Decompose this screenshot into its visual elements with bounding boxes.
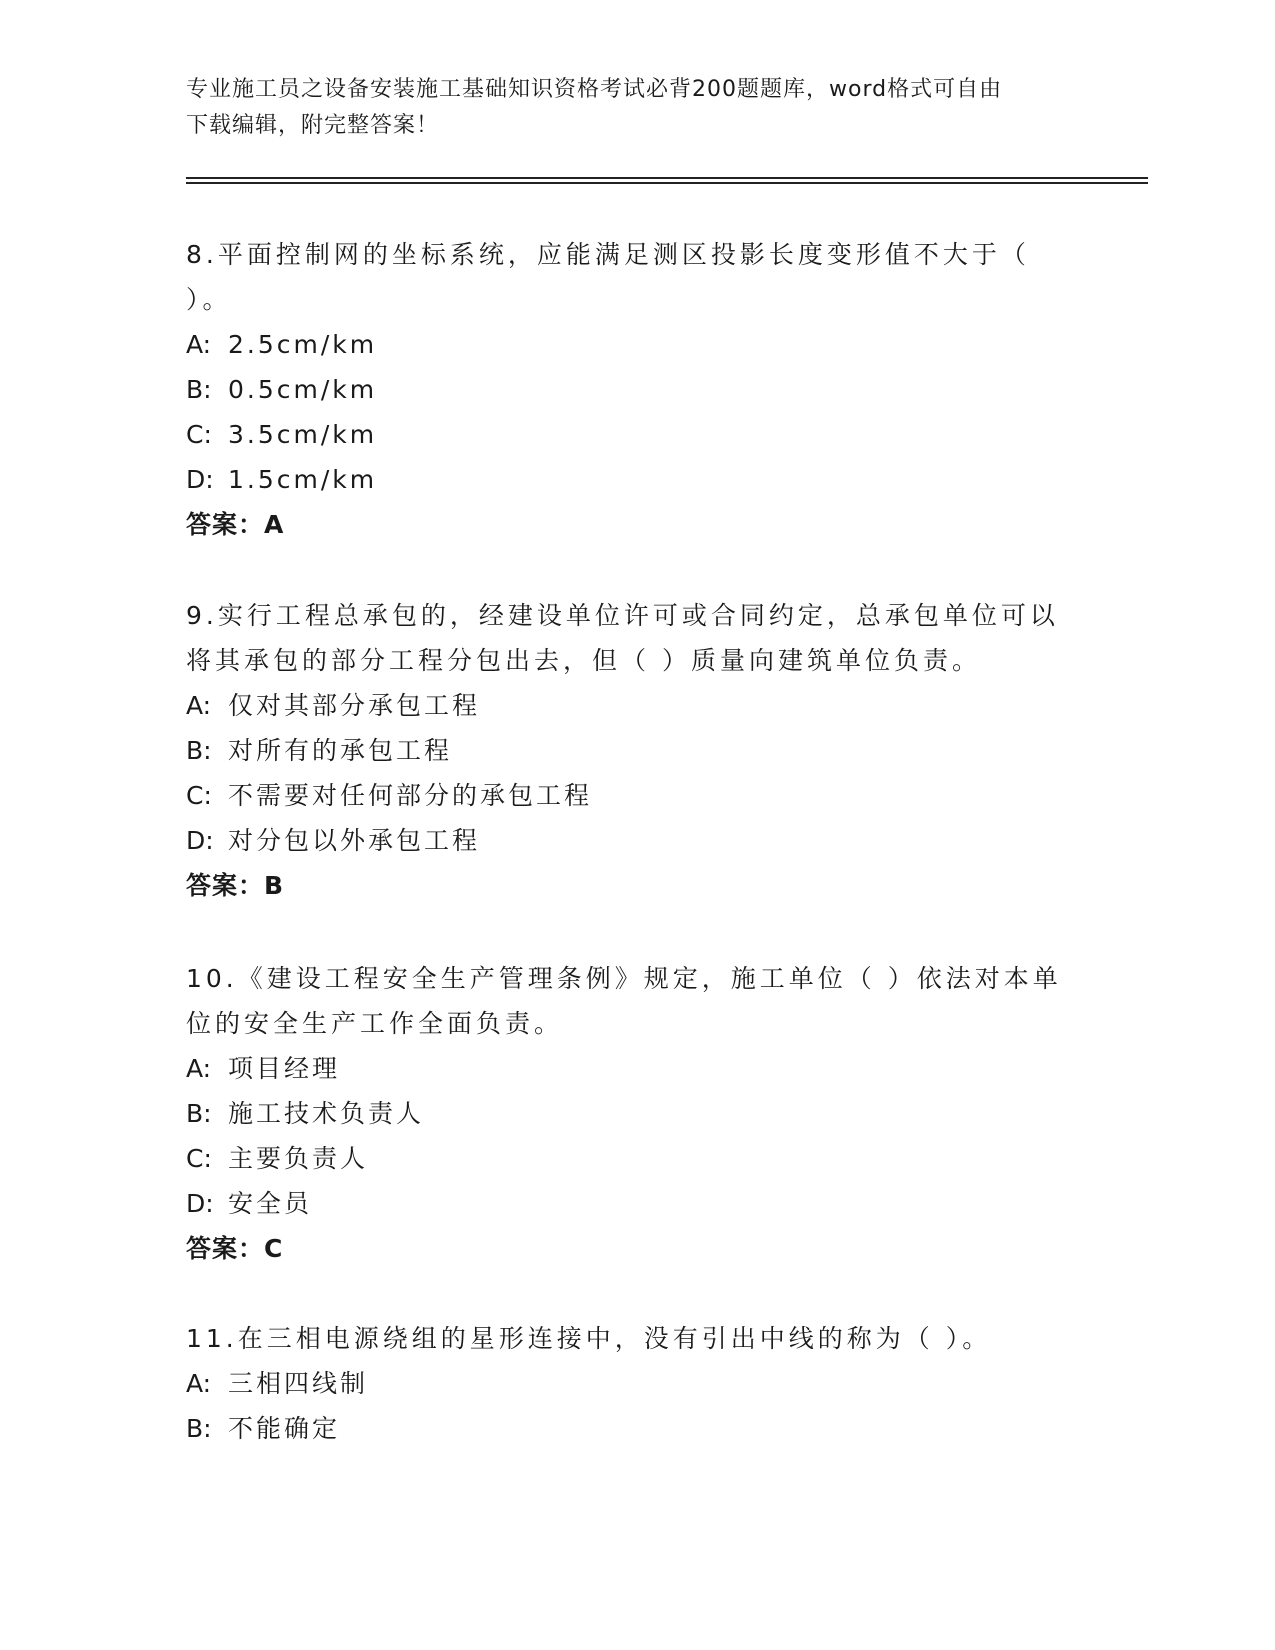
- question-text: 9.实行工程总承包的，经建设单位许可或合同约定，总承包单位可以将其承包的部分工程分包出去，但（ ）质量向建筑单位负责。: [186, 601, 1059, 675]
- option-a: [186, 683, 1076, 728]
- option-label: 3.5cm/km: [228, 420, 378, 449]
- option-label: 安全员: [228, 1189, 313, 1218]
- question-9: [186, 593, 1076, 908]
- option-a: [186, 1046, 1076, 1091]
- option-key: D:: [186, 826, 214, 855]
- option-key: B:: [186, 736, 212, 765]
- option-label: 不能确定: [228, 1414, 341, 1443]
- option-key: A:: [186, 330, 212, 359]
- question-text: 11.在三相电源绕组的星形连接中，没有引出中线的称为（ ）。: [186, 1324, 992, 1353]
- option-label: 2.5cm/km: [228, 330, 378, 359]
- header-line-2: 下载编辑，附完整答案！: [186, 113, 440, 138]
- option-label: 0.5cm/km: [228, 375, 378, 404]
- option-label: 主要负责人: [228, 1144, 369, 1173]
- question-text: 8.平面控制网的坐标系统，应能满足测区投影长度变形值不大于（ ）。: [186, 240, 1030, 314]
- option-c: [186, 1136, 1076, 1181]
- option-d: [186, 457, 1076, 502]
- option-label: 仅对其部分承包工程: [228, 691, 481, 720]
- option-key: C:: [186, 1144, 212, 1173]
- option-label: 三相四线制: [228, 1369, 369, 1398]
- option-key: B:: [186, 1414, 212, 1443]
- option-d: [186, 1181, 1076, 1226]
- option-label: 项目经理: [228, 1054, 341, 1083]
- option-b: [186, 367, 1076, 412]
- option-b: [186, 1406, 1076, 1451]
- option-label: 不需要对任何部分的承包工程: [228, 781, 593, 810]
- header-divider-top: [186, 177, 1148, 179]
- question-8: [186, 232, 1076, 547]
- option-a: [186, 322, 1076, 367]
- option-key: B:: [186, 375, 212, 404]
- question-10: [186, 956, 1076, 1271]
- option-c: [186, 773, 1076, 818]
- header-divider-bottom: [186, 182, 1148, 184]
- option-key: B:: [186, 1099, 212, 1128]
- option-b: [186, 728, 1076, 773]
- option-a: [186, 1361, 1076, 1406]
- option-label: 施工技术负责人: [228, 1099, 425, 1128]
- option-key: C:: [186, 420, 212, 449]
- option-key: A:: [186, 1054, 212, 1083]
- header-line-1: 专业施工员之设备安装施工基础知识资格考试必背200题题库，word格式可自由: [186, 77, 1003, 102]
- question-11: [186, 1316, 1076, 1451]
- option-label: 对所有的承包工程: [228, 736, 453, 765]
- document-header: [186, 72, 1086, 144]
- answer: 答案：A: [186, 510, 285, 539]
- option-b: [186, 1091, 1076, 1136]
- question-text: 10.《建设工程安全生产管理条例》规定，施工单位（ ）依法对本单位的安全生产工作全面负责。: [186, 964, 1062, 1038]
- option-c: [186, 412, 1076, 457]
- answer: 答案：B: [186, 871, 285, 900]
- option-label: 对分包以外承包工程: [228, 826, 481, 855]
- option-key: A:: [186, 691, 212, 720]
- option-key: D:: [186, 465, 214, 494]
- option-d: [186, 818, 1076, 863]
- option-key: C:: [186, 781, 212, 810]
- answer: 答案：C: [186, 1234, 284, 1263]
- option-label: 1.5cm/km: [228, 465, 378, 494]
- option-key: D:: [186, 1189, 214, 1218]
- option-key: A:: [186, 1369, 212, 1398]
